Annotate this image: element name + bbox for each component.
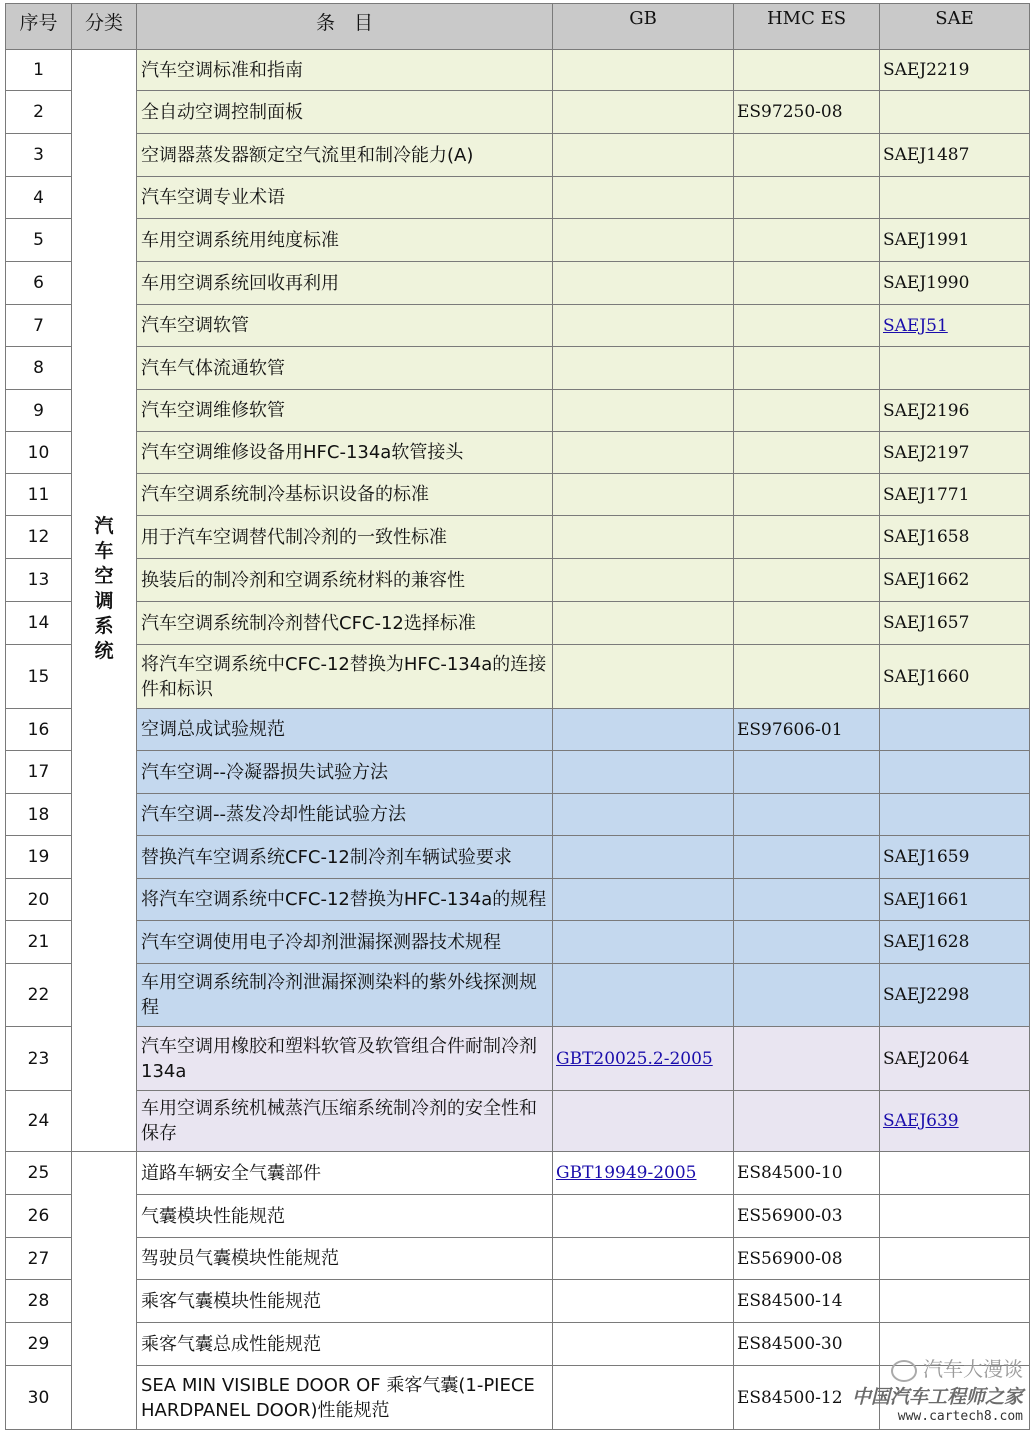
gb-standard: [553, 516, 734, 559]
row-number: 21: [6, 921, 72, 964]
category-label: 汽车空调系统: [94, 515, 114, 662]
item-title: 汽车空调使用电子冷却剂泄漏探测器技术规程: [137, 921, 553, 964]
sae-standard: SAEJ2219: [880, 50, 1030, 91]
table-row: [6, 432, 1030, 474]
sae-standard: SAEJ1662: [880, 559, 1030, 602]
gb-standard: [553, 1280, 734, 1323]
hmc-es-standard: [734, 879, 880, 921]
gb-standard: [553, 1323, 734, 1366]
category-ac-system: [72, 50, 137, 1152]
table-row: [6, 964, 1030, 1027]
gb-standard: [553, 602, 734, 645]
row-number: 13: [6, 559, 72, 602]
row-number: 20: [6, 879, 72, 921]
item-title: 汽车气体流通软管: [137, 347, 553, 390]
item-title: 汽车空调系统制冷基标识设备的标准: [137, 474, 553, 516]
sae-standard: [880, 347, 1030, 390]
hmc-es-standard: [734, 751, 880, 794]
table-row: [6, 836, 1030, 879]
gb-standard: [553, 390, 734, 432]
table-row: [6, 1280, 1030, 1323]
gb-standard: [553, 964, 734, 1027]
row-number: 12: [6, 516, 72, 559]
hmc-es-standard: ES84500-30: [734, 1323, 880, 1366]
hmc-es-standard: [734, 964, 880, 1027]
row-number: 29: [6, 1323, 72, 1366]
hmc-es-standard: ES97606-01: [734, 709, 880, 751]
item-title: 汽车空调专业术语: [137, 177, 553, 219]
sae-standard: SAEJ2064: [880, 1027, 1030, 1091]
item-title: 气囊模块性能规范: [137, 1195, 553, 1238]
hmc-es-standard: [734, 602, 880, 645]
hmc-es-standard: [734, 432, 880, 474]
col-header-sae: SAE: [880, 4, 1030, 50]
row-number: 6: [6, 262, 72, 305]
gb-standard: [553, 134, 734, 177]
hmc-es-standard: [734, 347, 880, 390]
item-title: 替换汽车空调系统CFC-12制冷剂车辆试验要求: [137, 836, 553, 879]
watermark-site-name: 中国汽车工程师之家: [851, 1386, 1023, 1408]
gb-standard: [553, 1366, 734, 1430]
row-number: 25: [6, 1152, 72, 1195]
table-row: [6, 921, 1030, 964]
row-number: 18: [6, 794, 72, 836]
item-title: 汽车空调--冷凝器损失试验方法: [137, 751, 553, 794]
sae-standard: [880, 794, 1030, 836]
gb-standard: [553, 836, 734, 879]
hmc-es-standard: [734, 794, 880, 836]
sae-standard: [880, 709, 1030, 751]
table-row: [6, 794, 1030, 836]
hmc-es-standard: [734, 50, 880, 91]
row-number: 14: [6, 602, 72, 645]
col-header-gb: GB: [553, 4, 734, 50]
row-number: 10: [6, 432, 72, 474]
gb-standard: [553, 347, 734, 390]
sae-standard: [880, 1152, 1030, 1195]
item-title: 空调器蒸发器额定空气流里和制冷能力(A): [137, 134, 553, 177]
col-header-hmc-es: HMC ES: [734, 4, 880, 50]
gb-standard: [553, 751, 734, 794]
sae-standard: SAEJ1658: [880, 516, 1030, 559]
gb-standard: [553, 91, 734, 134]
row-number: 19: [6, 836, 72, 879]
hmc-es-standard: ES56900-08: [734, 1238, 880, 1280]
table-row: [6, 1027, 1030, 1091]
table-row: [6, 134, 1030, 177]
hmc-es-standard: [734, 921, 880, 964]
table-row: [6, 602, 1030, 645]
hmc-es-standard: [734, 219, 880, 262]
gb-standard: [553, 1091, 734, 1152]
row-number: 22: [6, 964, 72, 1027]
table-row: [6, 474, 1030, 516]
hmc-es-standard: [734, 645, 880, 709]
item-title: 汽车空调维修设备用HFC-134a软管接头: [137, 432, 553, 474]
item-title: 车用空调系统制冷剂泄漏探测染料的紫外线探测规程: [137, 964, 553, 1027]
item-title: 汽车空调软管: [137, 305, 553, 347]
item-title: 将汽车空调系统中CFC-12替换为HFC-134a的规程: [137, 879, 553, 921]
sae-standard: [880, 1091, 1030, 1152]
hmc-es-standard: [734, 474, 880, 516]
table-row: [6, 177, 1030, 219]
item-title: 车用空调系统用纯度标准: [137, 219, 553, 262]
sae-standard: [880, 91, 1030, 134]
row-number: 4: [6, 177, 72, 219]
item-title: 汽车空调系统制冷剂替代CFC-12选择标准: [137, 602, 553, 645]
sae-standard: [880, 177, 1030, 219]
row-number: 26: [6, 1195, 72, 1238]
hmc-es-standard: [734, 177, 880, 219]
sae-standard: SAEJ2298: [880, 964, 1030, 1027]
category-airbag: [72, 1152, 137, 1430]
row-number: 2: [6, 91, 72, 134]
hmc-es-standard: [734, 516, 880, 559]
wechat-icon: [891, 1360, 917, 1382]
gb-standard: [553, 794, 734, 836]
gb-standard-link[interactable]: GBT20025.2-2005: [556, 1048, 713, 1069]
item-title: 空调总成试验规范: [137, 709, 553, 751]
sae-standard: [880, 1195, 1030, 1238]
col-header-no: 序号: [6, 4, 72, 50]
table-row: [6, 219, 1030, 262]
hmc-es-standard: ES84500-10: [734, 1152, 880, 1195]
item-title: 用于汽车空调替代制冷剂的一致性标准: [137, 516, 553, 559]
row-number: 3: [6, 134, 72, 177]
item-title: 车用空调系统机械蒸汽压缩系统制冷剂的安全性和保存: [137, 1091, 553, 1152]
row-number: 15: [6, 645, 72, 709]
row-number: 28: [6, 1280, 72, 1323]
gb-standard: [553, 474, 734, 516]
sae-standard: SAEJ2197: [880, 432, 1030, 474]
sae-standard: SAEJ1771: [880, 474, 1030, 516]
sae-standard: SAEJ1661: [880, 879, 1030, 921]
item-title: SEA MIN VISIBLE DOOR OF 乘客气囊(1-PIECE HARDPANEL DOOR)性能规范: [137, 1366, 553, 1430]
hmc-es-standard: [734, 836, 880, 879]
sae-standard: [880, 305, 1030, 347]
row-number: 11: [6, 474, 72, 516]
table-row: [6, 879, 1030, 921]
item-title: 道路车辆安全气囊部件: [137, 1152, 553, 1195]
sae-standard: [880, 751, 1030, 794]
item-title: 将汽车空调系统中CFC-12替换为HFC-134a的连接件和标识: [137, 645, 553, 709]
col-header-category: 分类: [72, 4, 137, 50]
item-title: 乘客气囊模块性能规范: [137, 1280, 553, 1323]
gb-standard: [553, 709, 734, 751]
gb-standard: [553, 432, 734, 474]
sae-standard-link[interactable]: SAEJ639: [883, 1111, 959, 1131]
gb-standard: [553, 1238, 734, 1280]
row-number: 1: [6, 50, 72, 91]
item-title: 驾驶员气囊模块性能规范: [137, 1238, 553, 1280]
item-title: 换装后的制冷剂和空调系统材料的兼容性: [137, 559, 553, 602]
row-number: 24: [6, 1091, 72, 1152]
table-row: [6, 645, 1030, 709]
sae-standard: SAEJ1660: [880, 645, 1030, 709]
row-number: 23: [6, 1027, 72, 1091]
hmc-es-standard: [734, 262, 880, 305]
col-header-item: 条 目: [137, 4, 553, 50]
hmc-es-standard: [734, 1027, 880, 1091]
table-row: [6, 709, 1030, 751]
item-title: 汽车空调--蒸发冷却性能试验方法: [137, 794, 553, 836]
sae-standard-link[interactable]: SAEJ51: [883, 315, 948, 336]
table-row: [6, 390, 1030, 432]
hmc-es-standard: [734, 305, 880, 347]
row-number: 9: [6, 390, 72, 432]
hmc-es-standard: ES84500-12: [734, 1366, 880, 1430]
item-title: 汽车空调维修软管: [137, 390, 553, 432]
header-row: [6, 4, 1030, 50]
row-number: 30: [6, 1366, 72, 1430]
hmc-es-standard: [734, 134, 880, 177]
sae-standard: SAEJ2196: [880, 390, 1030, 432]
watermark-title: 汽车大漫谈: [852, 1353, 1023, 1382]
row-number: 16: [6, 709, 72, 751]
gb-standard-link[interactable]: GBT19949-2005: [556, 1163, 697, 1183]
hmc-es-standard: [734, 1091, 880, 1152]
hmc-es-standard: ES97250-08: [734, 91, 880, 134]
gb-standard: [553, 921, 734, 964]
hmc-es-standard: [734, 559, 880, 602]
watermark-url: www.cartech8.com: [897, 1409, 1023, 1424]
table-row: [6, 1091, 1030, 1152]
hmc-es-standard: [734, 390, 880, 432]
table-row: [6, 262, 1030, 305]
sae-standard: SAEJ1659: [880, 836, 1030, 879]
sae-standard: SAEJ1487: [880, 134, 1030, 177]
gb-standard: [553, 50, 734, 91]
gb-standard: [553, 219, 734, 262]
table-row: [6, 1152, 1030, 1195]
row-number: 5: [6, 219, 72, 262]
gb-standard: [553, 177, 734, 219]
sae-standard: [880, 1238, 1030, 1280]
sae-standard: SAEJ1990: [880, 262, 1030, 305]
table-row: [6, 347, 1030, 390]
table-row: [6, 1238, 1030, 1280]
item-title: 汽车空调用橡胶和塑料软管及软管组合件耐制冷剂 134a: [137, 1027, 553, 1091]
item-title: 乘客气囊总成性能规范: [137, 1323, 553, 1366]
standards-table: [5, 3, 1030, 1430]
watermark: [852, 1353, 1023, 1424]
sae-standard: SAEJ1657: [880, 602, 1030, 645]
table-row: [6, 91, 1030, 134]
table-row: [6, 751, 1030, 794]
row-number: 7: [6, 305, 72, 347]
table-row: [6, 50, 1030, 91]
table-row: [6, 516, 1030, 559]
row-number: 27: [6, 1238, 72, 1280]
row-number: 8: [6, 347, 72, 390]
gb-standard: [553, 559, 734, 602]
hmc-es-standard: ES56900-03: [734, 1195, 880, 1238]
gb-standard: [553, 262, 734, 305]
gb-standard: [553, 1152, 734, 1195]
sae-standard: SAEJ1991: [880, 219, 1030, 262]
gb-standard: [553, 1195, 734, 1238]
gb-standard: [553, 305, 734, 347]
item-title: 车用空调系统回收再利用: [137, 262, 553, 305]
row-number: 17: [6, 751, 72, 794]
hmc-es-standard: ES84500-14: [734, 1280, 880, 1323]
table-row: [6, 1195, 1030, 1238]
sae-standard: SAEJ1628: [880, 921, 1030, 964]
item-title: 汽车空调标准和指南: [137, 50, 553, 91]
item-title: 全自动空调控制面板: [137, 91, 553, 134]
table-row: [6, 559, 1030, 602]
sae-standard: [880, 1280, 1030, 1323]
gb-standard: [553, 1027, 734, 1091]
table-row: [6, 305, 1030, 347]
gb-standard: [553, 645, 734, 709]
gb-standard: [553, 879, 734, 921]
